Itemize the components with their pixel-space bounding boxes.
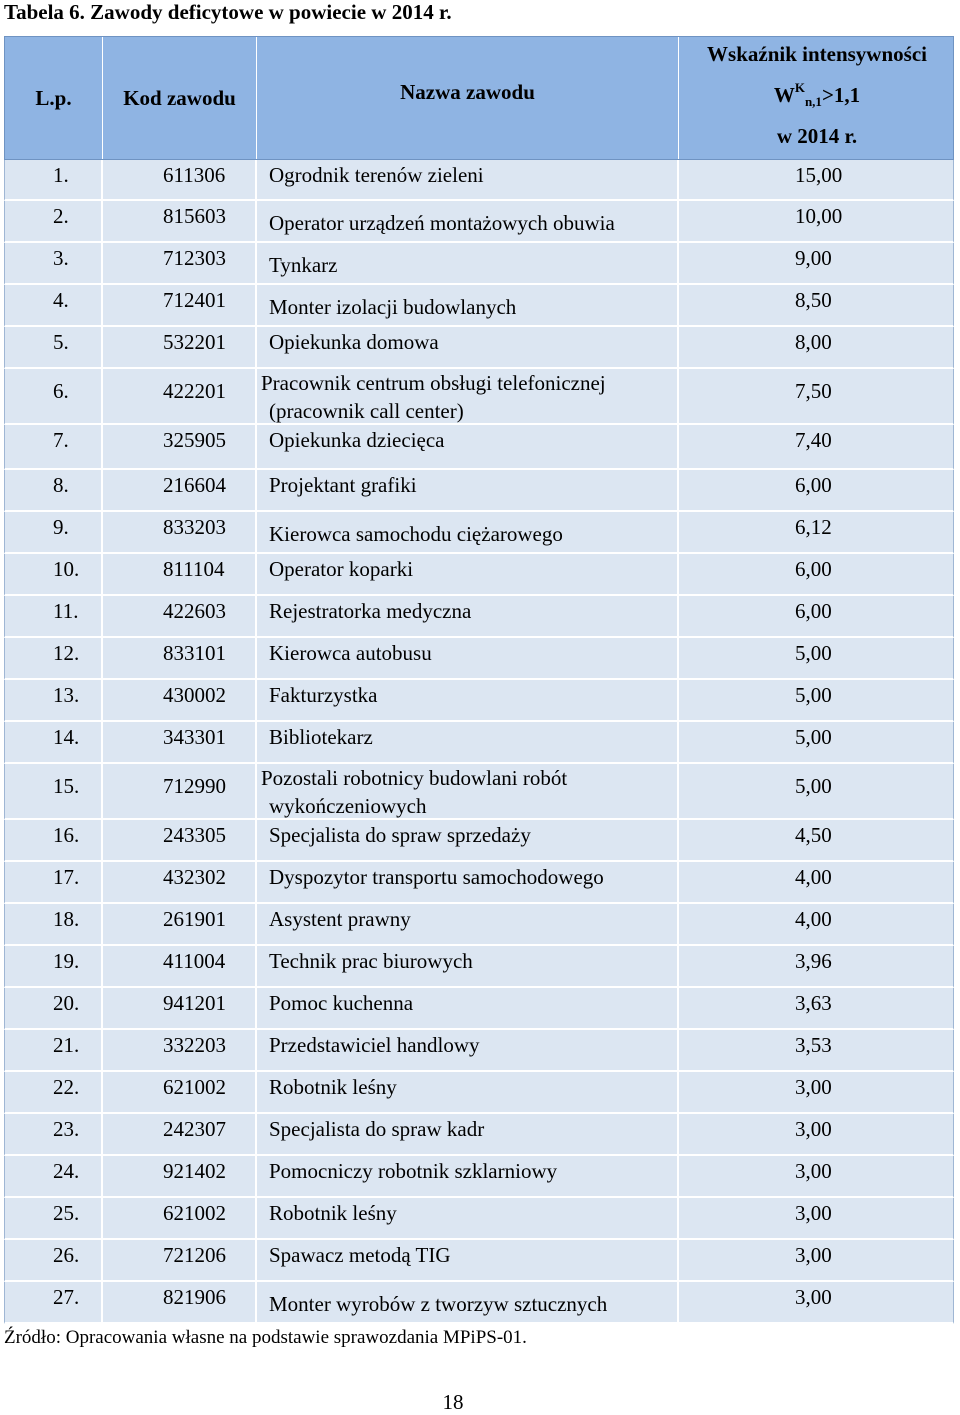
cell-wskaznik: 3,00 [795,1201,832,1225]
cell-wskaznik: 3,00 [795,1075,832,1099]
cell-lp: 6. [5,369,103,423]
cell-kod: 921402 [103,1156,257,1196]
table-row [4,904,954,946]
table-row [4,470,954,512]
cell-lp: 26. [5,1240,103,1280]
cell-nazwa: Ogrodnik terenów zieleni [257,160,679,199]
cell-nazwa-line2: (pracownik call center) [269,399,464,423]
cell-nazwa: Monter izolacji budowlanych [257,285,679,325]
cell-kod: 621002 [103,1072,257,1112]
cell-kod: 242307 [103,1114,257,1154]
cell-lp: 5. [5,327,103,367]
cell-kod: 712303 [103,243,257,283]
cell-lp: 7. [5,425,103,468]
cell-kod: 611306 [103,160,257,199]
cell-lp: 3. [5,243,103,283]
cell-kod: 216604 [103,470,257,510]
header-wskaznik [679,37,955,159]
cell-wskaznik: 6,12 [795,515,832,539]
cell-kod: 532201 [103,327,257,367]
table-row [4,946,954,988]
cell-lp: 15. [5,764,103,818]
cell-lp: 8. [5,470,103,510]
cell-nazwa: Tynkarz [257,243,679,283]
cell-wskaznik: 5,00 [795,641,832,665]
cell-wskaznik: 8,00 [795,330,832,354]
cell-nazwa: Technik prac biurowych [257,946,679,986]
header-lp: L.p. [5,37,103,159]
cell-kod: 811104 [103,554,257,594]
cell-wskaznik: 3,96 [795,949,832,973]
cell-lp: 24. [5,1156,103,1196]
cell-nazwa: Robotnik leśny [257,1198,679,1238]
cell-kod: 432302 [103,862,257,902]
cell-wskaznik: 5,00 [795,774,832,798]
cell-nazwa: Opiekunka dziecięca [257,425,679,468]
cell-kod: 243305 [103,820,257,860]
cell-nazwa-line1: Pracownik centrum obsługi telefonicznej [261,371,606,395]
cell-lp: 16. [5,820,103,860]
cell-kod: 430002 [103,680,257,720]
cell-lp: 1. [5,160,103,199]
formula-base: W [773,83,795,107]
cell-kod: 712401 [103,285,257,325]
table-row [4,1030,954,1072]
formula-sub: n,1 [804,94,822,109]
formula-cond: >1,1 [821,83,861,107]
cell-wskaznik: 3,00 [795,1243,832,1267]
table-row [4,638,954,680]
cell-nazwa: Pomocniczy robotnik szklarniowy [257,1156,679,1196]
cell-wskaznik: 10,00 [795,204,843,228]
cell-nazwa: Operator koparki [257,554,679,594]
cell-kod: 422603 [103,596,257,636]
cell-lp: 14. [5,722,103,762]
cell-nazwa: Pomoc kuchenna [257,988,679,1028]
cell-nazwa: Kierowca samochodu ciężarowego [257,512,679,552]
cell-kod: 815603 [103,201,257,241]
table-row [4,1240,954,1282]
cell-wskaznik: 3,53 [795,1033,832,1057]
cell-lp: 10. [5,554,103,594]
cell-kod: 821906 [103,1282,257,1322]
header-kod: Kod zawodu [103,37,257,159]
cell-wskaznik: 4,00 [795,907,832,931]
cell-kod: 261901 [103,904,257,944]
cell-nazwa: Robotnik leśny [257,1072,679,1112]
cell-wskaznik: 3,00 [795,1117,832,1141]
table-row [4,1156,954,1198]
cell-kod: 941201 [103,988,257,1028]
cell-lp: 9. [5,512,103,552]
cell-kod: 721206 [103,1240,257,1280]
cell-wskaznik: 7,40 [795,428,832,452]
cell-nazwa: Przedstawiciel handlowy [257,1030,679,1070]
cell-nazwa-line1: Pozostali robotnicy budowlani robót [261,766,568,790]
cell-wskaznik: 8,50 [795,288,832,312]
table-row [4,327,954,369]
cell-lp: 22. [5,1072,103,1112]
header-nazwa: Nazwa zawodu [257,37,679,159]
table-row [4,1282,954,1324]
table-row [4,1198,954,1240]
table-row [4,596,954,638]
table-row [4,862,954,904]
cell-kod: 833203 [103,512,257,552]
cell-nazwa: Opiekunka domowa [257,327,679,367]
table-row [4,425,954,470]
cell-nazwa: Fakturzystka [257,680,679,720]
cell-wskaznik: 6,00 [795,473,832,497]
header-wskaznik-line1: Wskaźnik intensywności [707,42,927,66]
cell-nazwa: Bibliotekarz [257,722,679,762]
cell-kod: 712990 [103,764,257,818]
table-body [4,160,954,1324]
cell-lp: 2. [5,201,103,241]
cell-wskaznik: 6,00 [795,599,832,623]
formula-sup: K [794,80,805,95]
table-row [4,243,954,285]
table-row [4,680,954,722]
cell-wskaznik: 4,50 [795,823,832,847]
cell-lp: 27. [5,1282,103,1322]
cell-lp: 23. [5,1114,103,1154]
table-row [4,1114,954,1156]
cell-nazwa: Operator urządzeń montażowych obuwia [257,201,679,241]
cell-kod: 325905 [103,425,257,468]
cell-nazwa: Asystent prawny [257,904,679,944]
cell-wskaznik: 5,00 [795,683,832,707]
header-wskaznik-formula [774,73,860,117]
cell-lp: 20. [5,988,103,1028]
cell-wskaznik: 9,00 [795,246,832,270]
table-row [4,820,954,862]
cell-wskaznik: 15,00 [795,163,843,187]
cell-wskaznik: 3,00 [795,1285,832,1309]
cell-nazwa: Spawacz metodą TIG [257,1240,679,1280]
cell-kod: 332203 [103,1030,257,1070]
cell-lp: 25. [5,1198,103,1238]
cell-kod: 621002 [103,1198,257,1238]
cell-nazwa: Kierowca autobusu [257,638,679,678]
page-number: 18 [442,1390,464,1414]
cell-nazwa: Rejestratorka medyczna [257,596,679,636]
table-row [4,1072,954,1114]
cell-wskaznik: 5,00 [795,725,832,749]
cell-nazwa: Dyspozytor transportu samochodowego [257,862,679,902]
cell-lp: 17. [5,862,103,902]
cell-nazwa: Monter wyrobów z tworzyw sztucznych [257,1282,679,1322]
table-title: Tabela 6. Zawody deficytowe w powiecie w 2014 r. [4,0,452,24]
cell-nazwa: Specjalista do spraw sprzedaży [257,820,679,860]
cell-lp: 11. [5,596,103,636]
table-row [4,764,954,820]
cell-lp: 12. [5,638,103,678]
cell-wskaznik: 4,00 [795,865,832,889]
cell-wskaznik: 3,00 [795,1159,832,1183]
cell-kod: 411004 [103,946,257,986]
cell-kod: 422201 [103,369,257,423]
table-row [4,554,954,596]
cell-lp: 4. [5,285,103,325]
table-row [4,988,954,1030]
cell-lp: 18. [5,904,103,944]
cell-lp: 13. [5,680,103,720]
table-row [4,160,954,201]
table-row [4,285,954,327]
cell-nazwa: Specjalista do spraw kadr [257,1114,679,1154]
deficit-occupations-table [4,36,954,1324]
table-header [4,36,954,160]
table-row [4,512,954,554]
cell-nazwa-line2: wykończeniowych [269,794,427,818]
table-row [4,722,954,764]
source-note: Źródło: Opracowania własne na podstawie sprawozdania MPiPS-01. [4,1327,527,1348]
cell-kod: 833101 [103,638,257,678]
cell-nazwa [257,369,679,423]
cell-wskaznik: 7,50 [795,379,832,403]
cell-wskaznik: 6,00 [795,557,832,581]
header-wskaznik-line3: w 2014 r. [776,124,858,148]
cell-kod: 343301 [103,722,257,762]
cell-wskaznik: 3,63 [795,991,832,1015]
cell-nazwa [257,764,679,818]
table-row [4,201,954,243]
cell-lp: 21. [5,1030,103,1070]
cell-nazwa: Projektant grafiki [257,470,679,510]
cell-lp: 19. [5,946,103,986]
table-row [4,369,954,425]
